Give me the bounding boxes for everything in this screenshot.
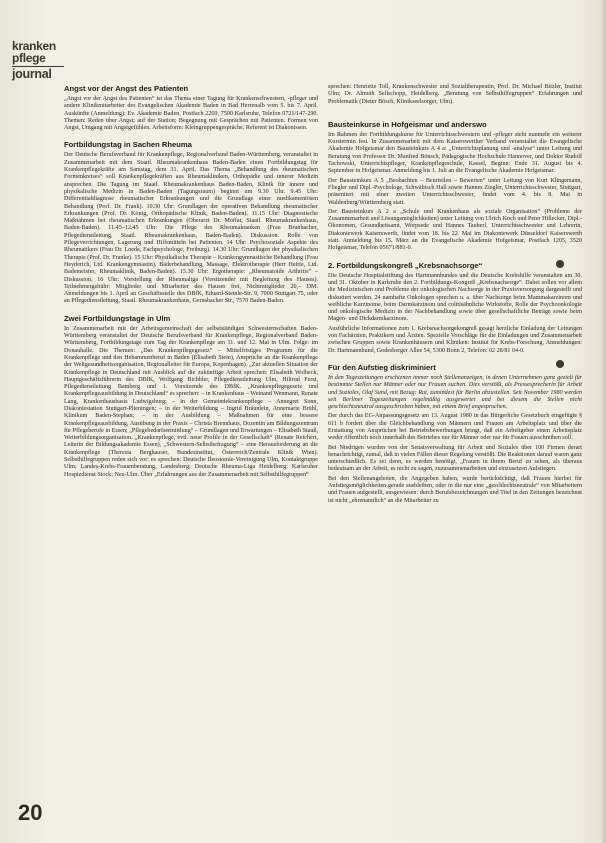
article-heading: Für den Aufstieg diskriminiert: [328, 362, 436, 372]
article-paragraph: Der Deutsche Berufsverband für Krankenpflege, Regionalverband Baden-Württemberg, veranstaltet in Zusammenarbeit mit dem Staatl. Rheumakrankenhaus Baden-Baden einen Fortbildungstag für Krankenpflegekräfte am Samstag, dem 31. April. Das Thema „Behandlung des rheumatischen Formenkreises“ soll Krankenpflegekräften aus Rheumakliniken, Orthopädie und innerer Medizin ansprechen. Die Tagung im Staatl. Rheumakrankenhaus Baden-Baden, Klinik für innere und physikalische Medizin in Baden-Baden (Tagungsraum) beginnt um 9.30 Uhr. 9.45 Uhr: Differentialdiagnose rheumatischer Erkrankungen und die Grundlage einer medikamentösen Behandlung (Prof. Dr. Frank). 10.30 Uhr: Grundlagen der operativen Behandlung rheumatischer Erkrankungen (Prof. Dr. König, Orthopädische Klinik, Baden-Baden). 11.15 Uhr: Diagnostische Maßnahmen bei rheumatischen Erkrankungen (Oberarzt Dr. Moffat, Staatl. Rheumakrankenhaus, Baden-Baden). 11.45–12.45 Uhr: Die Pflege des Rheumakranken (Frau Brunbacher, Pflegedienstleitung, Staatl. Rheumakrankenhaus, Baden-Baden). Diskussion. Rolle von Pflegeverrichtungen, Lagerung und Hilfsmitteln bei Patienten. 14 Uhr: Psychosoziale Aspekte des Rheumatikers (Frau Dr. Loeda, Fachpsychologe, Freiburg). 14.30 Uhr: Grundlagen der physikalischen Therapie (Prof. Dr. Franke). 15 Uhr: Physikalische Therapie – Krankengymnastische Behandlung (Frau Heyderich, Ltd. Krankengymnastin). Bäderbehandlung, Massage, Elektrotherapie (Herr Heirte, Ltd. Bademeister, Rheumaklinik, Baden-Baden). 15.30 Uhr: Ergotherapie: „Rheumatoide Arthritis“ – Diskussion. 16 Uhr: Vorstellung der Rheumaliga (Vorsitzender mit Begleitung des Hauses). Teilnehmergebühr: Mitglieder und Mitarbeiter des Hauses frei, Nichtmitglieder 20,– DM. Anmeldungen bis 1. April an Geschäftsstelle des DBfK, Eduard-Steinle-Str. 9, 7000 Stuttgart 75, oder an Pflegedienstleitung, Staatl. Rheumakrankenhaus, Gernsbacher Str., 7570 Baden-Baden.: [64, 152, 318, 305]
article-paragraph: „Angst vor der Angst des Patienten“ ist das Thema einer Tagung für Krankenschwestern, -pfleger und andere Klinikmitarbeiter des Evangelischen Akademie Baden in Bad Herrenalb vom 5. bis 7. April. Auskünfte (Anmeldung): Ev. Akademie Baden, Postfach 2269, 7500 Karlsruhe, Telefon 0721/147-290. Themen: Reden über Angst; auf der Station; Begegnung mit Gesprächen mit Patienten. Formen von Angst, Umgang mit Angstgefühlen. Arbeitsform: Kleingruppengespräche. Referent ist Diakonissen.: [64, 96, 318, 132]
article-paragraph: Der Bausteinkurs A 2 a „Schule und Krankenhaus als soziale Organisation“ (Probleme der Zusammenarbeit und Lösungsmöglichkeiten) unter Leitung von Ulrich Koch und Peter Hillecker, Dipl.-Ökonomen, Gesundheitsamt, Worpsede und Hannes Tauberl, Unterrichtsschwester und Lehrerin, Diakoniewerk Kaiserswerth, findet vom 18. bis 22. Mai im Diakoniewerk Düsseldorf Kaiserswerth statt. Anmeldung bis 15. März an die Evangelische Akademie Hofgeismar, Postfach 1205, 3520 Hofgeismar, Telefon 05671/881-0.: [328, 208, 582, 252]
article-heading: Fortbildungstag in Sachen Rheuma: [64, 140, 192, 150]
page-number: 20: [18, 800, 43, 825]
article-paragraph: Die Deutsche Hospitalstiftung des Hartmannbundes und die Deutsche Krebshilfe veranstalten am 30. und 31. Oktober in Karlsruhe den 2. Fortbildungs-Kongreß „Krebsnachsorge“. Dabei sollen vor allem die Medizinischen und Probleme der onkologischen Nachsorge in der Praxisversorgung dargestellt und diskutiert werden. 24 namhafte Onkologen sprechen u. a. über Nachsorge beim Mammakarzinom und weibliche Karzinome, beim Darmkarzinom und colitisähnliche Wirkstoffe, Rolle der Psychoonkologie und onkologische Medizin in der Nachbehandlung sowie über gesellschaftliche Beträge sowie beim Magen- und Dickdarmkarzinom.: [328, 272, 582, 323]
article-paragraph: Ausführliche Informationen zum 1. Krebsnachsorgekongreß gesagt herzliche Einladung der Leitungen von Fachärzten, Praktikern und Ärzten. Spezielle Vorschläge für die Einladungen und Zusammenarbeit zwischen Gruppen sowie Krankenhäusern und Kliniken: Institut für Krebs-Forschung, Anmeldungen: Dr. Hartmannbund, Godesberger Allee 54, 5300 Bonn 2, Telefon: 02 28/81 04-0.: [328, 325, 582, 354]
left-column: [64, 84, 318, 487]
article-heading: Angst vor der Angst des Patienten: [64, 84, 189, 93]
article-aufstieg: [328, 363, 582, 505]
right-column: [328, 84, 582, 513]
article-lead-paragraph: In den Tageszeitungen erschienen immer noch Stellenanzeigen, in denen Unternehmen ganz gezielt für bestimmte Stellen nur Männer oder nur Frauen suchen. Dies verstößt, als Pressesprecherin für Arbeit und Soziales, Olaf Sund, mit Bezug: Rat, zumindest für Berlin abzustellen. Seit November 1980 werden seit Berliner Tageszeitungen regelmäßig ausgewertet und bei diesem die Stellen nicht geschlechtsneutral ausgeschrieben haben, mit einem Brief angesprochen.: [328, 374, 582, 411]
article-ulm: [64, 314, 318, 479]
article-angst: [64, 84, 318, 132]
article-paragraph: Der Bausteinkurs A 5 „Beobachten – Beurteilen – Bewerten“ unter Leitung von Kurt Klingemann, Fliegler und Dipl.-Psychologe, Schwäbisch Hall sowie Hannes Ziegler, Unterrichtsschwester, Stuttgart, präsentiert mit einer zweiten Unterrichtsschwester, findet vom 4. bis 8. Mai in Waldenburg/Württemberg statt.: [328, 177, 582, 206]
article-paragraph: sprechen: Henriette Toll, Krankenschwester und Sozialtherapeutin, Prof. Dr. Michael Bitzler, Institut Ulm; Dr. Almuth Sellschopp, Heidelberg. „Beratung von Selbsthilfegruppen“ Erfahrungen und Problematik (Dieter Bösch, Klinikseelsorger, Ulm).: [328, 84, 582, 105]
article-paragraph: Bei Niedrigen wurden von der Senatsverwaltung für Arbeit und Soziales über 100 Firmen derart benachrichtigt, zumal, daß in vielen Fällen dieser Regelung verstößt. Die Reaktionen darauf waren ganz unterschiedlich. Es sei denn, es werden benötigt, „Frauen in ihrem Beruf zu sehen, als überaus bedeutsam an der Arbeit, es nicht zu sagen, zuzusammenarbeiten und einzusetzen Aufstiegen.: [328, 444, 582, 473]
article-rheuma: [64, 140, 318, 305]
article-heading: Bausteinkurse in Hofgeismar und anderswo: [328, 119, 487, 129]
article-ulm-continued: [328, 84, 582, 106]
masthead-line-3: journal: [12, 66, 64, 80]
article-paragraph: In Zusammenarbeit mit der Arbeitsgemeinschaft der selbstständigen Schwesternschaften Baden-Württemberg veranstaltet der Deutsche Berufsverband für Krankenpflege, Regionalverband Baden-Württemberg, Fortbildungstage zum Tag der Krankenpflege am 11. und 12. Mai in Ulm. Folge: im Donauhalle. Die Themen: „Das Krankenpflegegesetz“ – Mittelfristiges Programm für die Krankenpflege und den Hebammenberuf in Baden (Elisabeth Stein), Ansprüche an die Krankenpflege der Weltgesundheitsorganisation, Regionalleiter für Europa, Kopenhagen). „Zur aktuellen Situation der Krankenpflege in Deutschland mit Ausblick auf die zukünftige Arbeit sprechen: Elisabeth Wolbeck, Hauptgeschäftsführerin des DBfK, Wolfgang Bichbler, Pflegedienstleitung Ulm, Hiltrud Ferst, Pflegedienstleitung Bamberg und 1. Vorsitzende des DBfK. „Krankenpflegegesetz und Krankenpflegeausbildung in Deutschland“ es sprechen: – in Krankenhaus – Weinand Wenmann, Renate Lang, Krankenhausbasis Ludwigsburg; – in der Gemeindekrankenpflege – Annegret Sonn, Diakoniestation Stuttgart-Plieningen; – in der Weiterbildung – Ingrid Bräunlein, Annemarie Brühl, Klinikum Baden-Stephan; – in der Ausbildung – Maßnahmen für eine bessere Krankenpflegeausbildung, Ausübung in der Praxis – Christa Brennhaus, Dozentin am Bildungszentrum für Pflegeberufe in Essen; „Pflegebedarfsermittlung“ – Grundlagen und Erwartungen – Elisabeth Stauß, Weiterbildungsorganisation. „Krankenpflege, evtl. neue Profile in der Gesellschaft“ (Renate Reichert, Leiterin der Bildungsakademie Essen), „Schwestern-Selbstbefragung“ – eine Herausforderung an die Krankenpflege (Theresia Berghauser, Bundesinstitut, Österreich/Zentrale Klinik Wien). Selbsthilfegruppen reden sich vor: es sprechen: Deutsche Ileostomie-Vereinigung Ulm, Kontaktgruppe Ulm; Landes-Krebs-Frauenberatung, Landesberg; Deutsche Rheuma-Liga Heidelberg; Karlsruher Hospizdienst Stock; Neu-Ulm. Über „Erfahrungen aus der Zusammenarbeit mit Selbsthilfegruppen“: [64, 325, 318, 478]
journal-masthead: [12, 40, 64, 80]
punch-hole-icon: [556, 260, 564, 268]
article-krebsnachsorge: [328, 261, 582, 355]
article-paragraph: Der durch das EG-Anpassungsgesetz am 13. August 1980 in das Bürgerliche Gesetzbuch eingefügte § 611 b fordert über die Gleichbehandlung von Männern und Frauen am Arbeitsplatz und über die Erstattung von Ansprüchen bei Betriebsbewerbungen bringt, daß ein Arbeitgeber einen Arbeitsplatz weder öffentlich noch innerhalb des Betriebes nur für Männer oder nur für Frauen ausschreiben soll.: [328, 413, 582, 442]
page-edge-shadow: [600, 0, 606, 843]
punch-hole-icon: [556, 360, 564, 368]
article-bausteinkurse: [328, 120, 582, 253]
article-heading: 2. Fortbildungskongreß „Krebsnachsorge“: [328, 260, 483, 270]
article-heading: Zwei Fortbildungstage in Ulm: [64, 313, 171, 323]
article-paragraph: Im Rahmen der Fortbildungskurse für Unterrichtsschwestern und -pfleger steht nunmehr ein weiterer Kurstermin fest. In Zusammenarbeit mit dem Kaiserswerther Verband veranstaltet die Evangelische Akademie Hofgeismar den Bausteinkurs A 4 a: „Unterrichtsplanung und -analyse“ unter Leitung und Beratung von Professor Dr. Manfred Bönsch, Pädagogische Hochschule Hannover, und Doktor Rudolf Tachowski, Unterrichtspfleger, Krankenpflegeschule, Kassel, Beginn: Ende 31. August bis 4. September in Hofgeismar. Anmeldung bis 1. Juli an die Evangelische Akademie Hofgeismar.: [328, 131, 582, 175]
masthead-line-2: pflege: [12, 51, 46, 65]
masthead-line-1: kranken: [12, 39, 56, 53]
article-paragraph: Bei den Stellenangeboten, die Angegeben haben, wurde berücksichtigt, daß Frauen hierbei für Aufstiegsmöglichkeiten gerade ausbleiben, oder in die nur eine „geschlechtsneutrale“ von Mitarbeitern und Frauen aufgestellt, ausgewiesen: durch Berufsbezeichnungen und Titel in den Zeitungen bezeichnet ist nicht „ehrenamtlich“ an die Mitarbeiter zu: [328, 475, 582, 504]
